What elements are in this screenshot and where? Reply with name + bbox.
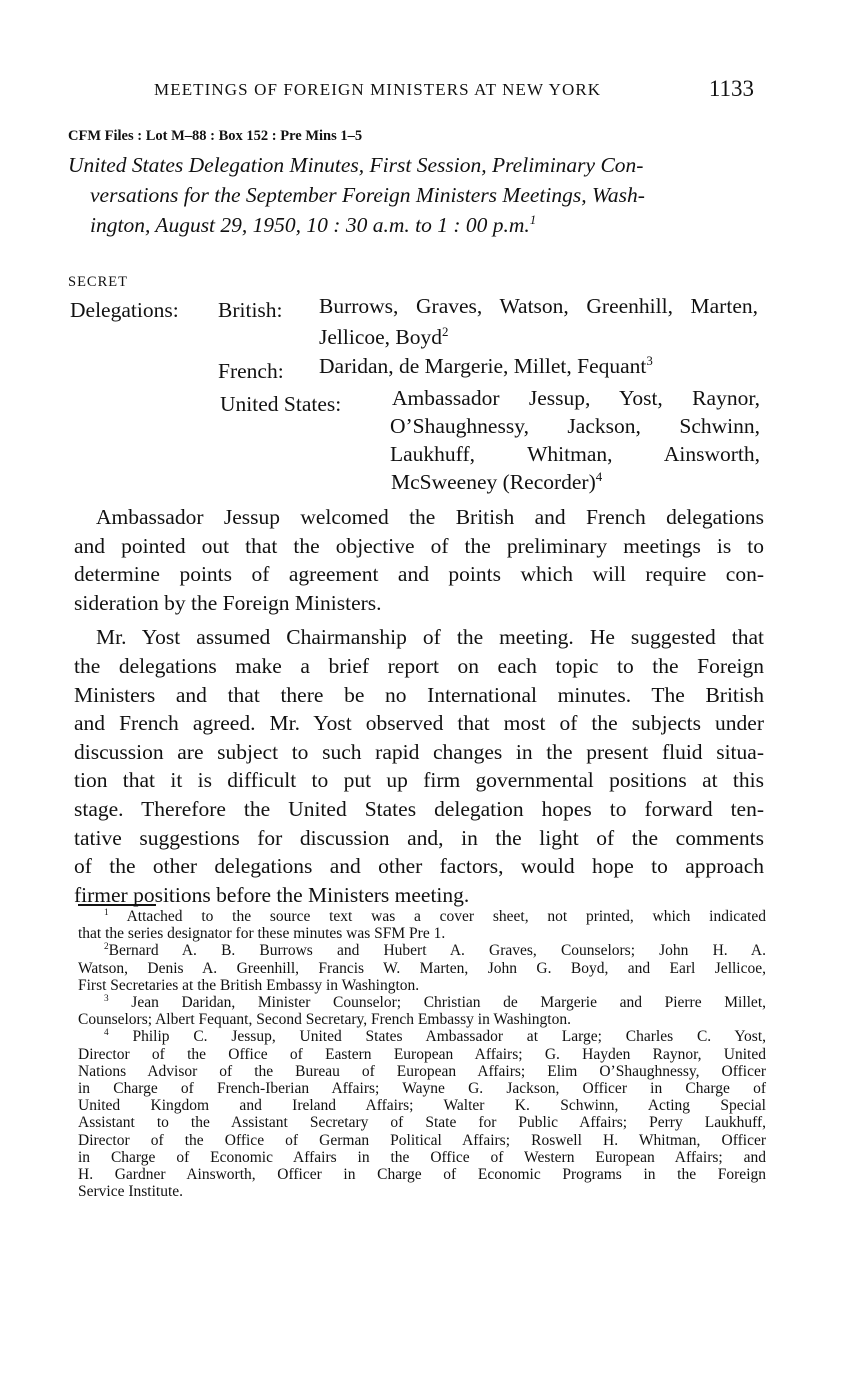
british-members-line bbox=[319, 323, 448, 352]
body-paragraph bbox=[74, 623, 764, 909]
united-states-members-line: Laukhuff, Whitman, Ainsworth, bbox=[390, 442, 760, 466]
footnote-text: Philip C. Jessup, United States Ambassador at Large; Charles C. Yost, bbox=[132, 1028, 767, 1046]
footnote-1 bbox=[78, 908, 766, 942]
paragraph-line: of the other delegations and other factors, would hope to approach bbox=[74, 854, 764, 879]
british-members-text: Jellicoe, Boyd bbox=[319, 325, 443, 349]
document-title-line: United States Delegation Minutes, First Session, Preliminary Con- bbox=[68, 153, 644, 177]
footnote-line: Assistant to the Assistant Secretary of State for Public Affairs; Perry Laukhuff, bbox=[78, 1114, 766, 1132]
footnote-line: Service Institute. bbox=[78, 1183, 184, 1201]
body-text bbox=[74, 503, 764, 909]
footnote-line: in Charge of French-Iberian Affairs; Wayne G. Jackson, Officer in Charge of bbox=[78, 1080, 766, 1098]
footnote-ref-2: 2 bbox=[442, 324, 449, 339]
footnote-line: Director of the Office of German Political Affairs; Roswell H. Whitman, Officer bbox=[78, 1131, 766, 1149]
paragraph-line: tion that it is difficult to put up firm governmental positions at this bbox=[74, 768, 764, 793]
classification-marking: SECRET bbox=[68, 274, 128, 290]
footnote-line: Director of the Office of Eastern European Affairs; G. Hayden Raynor, United bbox=[78, 1045, 766, 1063]
footnote-ref-4: 4 bbox=[595, 469, 603, 484]
footnote-3 bbox=[78, 994, 766, 1028]
paragraph-line: sideration by the Foreign Ministers. bbox=[74, 590, 382, 615]
footnote-2 bbox=[78, 942, 766, 994]
footnote-text: Jean Daridan, Minister Counselor; Christian de Margerie and Pierre Millet, bbox=[131, 994, 766, 1012]
united-states-members-line: O’Shaughnessy, Jackson, Schwinn, bbox=[390, 414, 760, 438]
footnote-text: Bernard A. B. Burrows and Hubert A. Graves, Counselors; John H. A. bbox=[108, 942, 766, 960]
paragraph-line: tative suggestions for discussion and, in the light of the comments bbox=[74, 825, 764, 850]
footnote-number: 1 bbox=[104, 907, 109, 918]
footnote-line: Counselors; Albert Fequant, Second Secretary, French Embassy in Washington. bbox=[78, 1011, 571, 1029]
footnote-line bbox=[78, 942, 766, 959]
footnote-text: Attached to the source text was a cover sheet, not printed, which indicated bbox=[126, 908, 766, 925]
footnote-line: Watson, Denis A. Greenhill, Francis W. Marten, John G. Boyd, and Earl Jellicoe, bbox=[78, 959, 766, 977]
document-title-line: versations for the September Foreign Ministers Meetings, Wash- bbox=[90, 183, 645, 207]
footnotes bbox=[78, 908, 766, 1200]
footnote-4 bbox=[78, 1028, 766, 1200]
footnote-line: First Secretaries at the British Embassy in Washington. bbox=[78, 976, 420, 994]
file-reference: CFM Files : Lot M–88 : Box 152 : Pre Mins 1–5 bbox=[68, 128, 363, 144]
footnote-number: 3 bbox=[104, 993, 109, 1004]
french-label: French: bbox=[218, 359, 284, 383]
document-title bbox=[68, 150, 760, 240]
french-members-line bbox=[319, 352, 653, 381]
footnote-line: Nations Advisor of the Bureau of European Affairs; Elim O’Shaughnessy, Officer bbox=[78, 1062, 766, 1080]
document-title-line-text: ington, August 29, 1950, 10 : 30 a.m. to 1 : 00 p.m. bbox=[90, 213, 530, 237]
paragraph-line: determine points of agreement and points which will require con- bbox=[74, 562, 764, 587]
footnote-line: that the series designator for these minutes was SFM Pre 1. bbox=[78, 925, 446, 943]
paragraph-line: the delegations make a brief report on each topic to the Foreign bbox=[74, 653, 764, 678]
united-states-members-line bbox=[391, 468, 602, 497]
british-label: British: bbox=[218, 298, 283, 322]
footnote-number: 4 bbox=[104, 1028, 109, 1039]
footnote-line bbox=[78, 1028, 766, 1045]
united-states-members-line: Ambassador Jessup, Yost, Raynor, bbox=[392, 386, 760, 410]
footnote-ref-1: 1 bbox=[529, 212, 537, 227]
footnote-divider bbox=[78, 904, 156, 906]
paragraph-line: discussion are subject to such rapid changes in the present fluid situa- bbox=[74, 739, 764, 764]
delegations-label: Delegations: bbox=[70, 298, 179, 322]
footnote-ref-3: 3 bbox=[646, 353, 653, 368]
paragraph-line: and pointed out that the objective of the preliminary meetings is to bbox=[74, 533, 764, 558]
paragraph-line: stage. Therefore the United States delegation hopes to forward ten- bbox=[74, 796, 764, 821]
footnote-line bbox=[78, 994, 766, 1011]
document-title-line bbox=[68, 210, 760, 240]
united-states-label: United States: bbox=[220, 392, 342, 416]
paragraph-line: Mr. Yost assumed Chairmanship of the meeting. He suggested that bbox=[96, 625, 764, 650]
footnote-number: 2 bbox=[104, 942, 109, 953]
french-members-text: Daridan, de Margerie, Millet, Fequant bbox=[319, 354, 647, 378]
page-number: 1133 bbox=[708, 76, 754, 101]
united-states-members-text: McSweeney (Recorder) bbox=[391, 470, 596, 494]
british-members-line: Burrows, Graves, Watson, Greenhill, Marten, bbox=[319, 294, 758, 318]
footnote-line: United Kingdom and Ireland Affairs; Walter K. Schwinn, Acting Special bbox=[78, 1097, 766, 1115]
paragraph-line: and French agreed. Mr. Yost observed that most of the subjects under bbox=[74, 711, 764, 736]
footnote-line bbox=[78, 908, 766, 925]
paragraph-line: Ministers and that there be no International minutes. The British bbox=[74, 682, 764, 707]
body-paragraph bbox=[74, 503, 764, 617]
running-head bbox=[154, 76, 754, 106]
paragraph-line: firmer positions before the Ministers meeting. bbox=[74, 882, 470, 907]
paragraph-line: Ambassador Jessup welcomed the British and French delegations bbox=[96, 505, 764, 529]
footnote-line: in Charge of Economic Affairs in the Office of Western European Affairs; and bbox=[78, 1148, 766, 1166]
footnote-line: H. Gardner Ainsworth, Officer in Charge of Economic Programs in the Foreign bbox=[78, 1166, 766, 1184]
running-head-title: MEETINGS OF FOREIGN MINISTERS AT NEW YORK bbox=[154, 80, 602, 99]
